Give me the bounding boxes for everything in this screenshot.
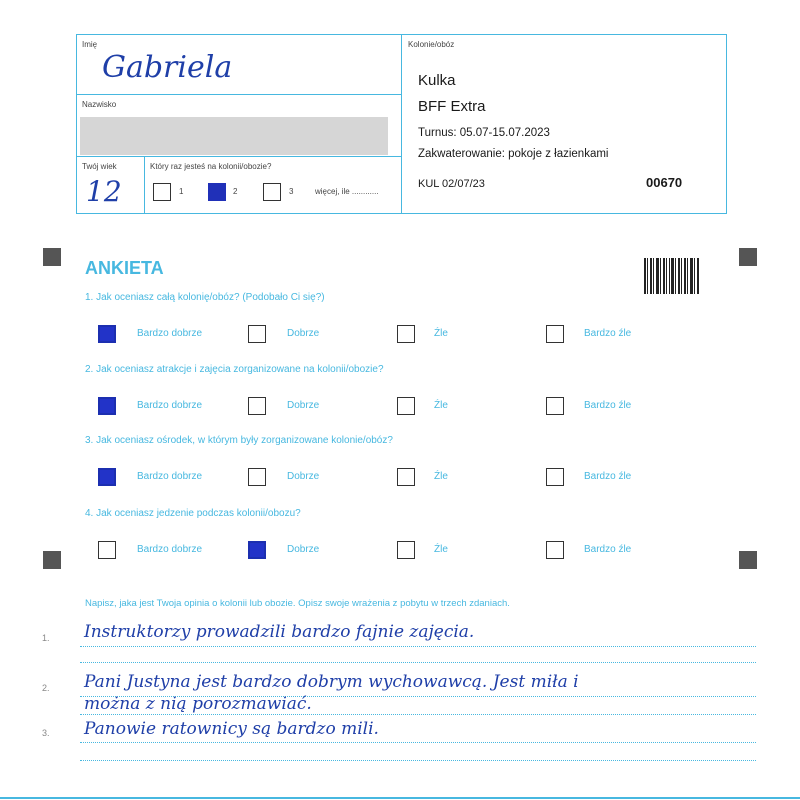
accommodation: Zakwaterowanie: pokoje z łazienkami [418, 148, 609, 160]
age-value[interactable]: 12 [86, 175, 122, 208]
question-3-option-good: Dobrze [287, 471, 320, 482]
answer-sentence-3[interactable]: Panowie ratownicy są bardzo mili. [84, 719, 379, 739]
answer-line [80, 714, 756, 715]
question-1-checkbox-very-good[interactable] [98, 325, 116, 343]
times-option-1: 1 [179, 187, 184, 196]
surname-redacted [80, 117, 388, 155]
answer-line [80, 646, 756, 647]
question-1-checkbox-good[interactable] [248, 325, 266, 343]
question-4-option-good: Dobrze [287, 544, 320, 555]
surname-divider [77, 94, 401, 95]
question-4-option-very-good: Bardzo dobrze [137, 544, 203, 555]
age-vertical-divider [144, 156, 145, 213]
surname-label: Nazwisko [82, 100, 117, 109]
line-number-2: 2. [42, 683, 50, 693]
question-1-option-bad: Źle [434, 328, 448, 339]
question-2-option-very-bad: Bardzo źle [584, 400, 632, 411]
camp-code: KUL 02/07/23 [418, 178, 485, 190]
turnus: Turnus: 05.07-15.07.2023 [418, 127, 550, 139]
question-3-text: 3. Jak oceniasz ośrodek, w którym były zorganizowane kolonie/obóz? [85, 435, 393, 446]
question-4-checkbox-very-good[interactable] [98, 541, 116, 559]
registration-marker-bottom-left [43, 551, 61, 569]
question-3-option-very-good: Bardzo dobrze [137, 471, 203, 482]
question-2-checkbox-very-good[interactable] [98, 397, 116, 415]
question-4-option-very-bad: Bardzo źle [584, 544, 632, 555]
form-number: 00670 [646, 175, 683, 190]
question-2-text: 2. Jak oceniasz atrakcje i zajęcia zorganizowane na kolonii/obozie? [85, 364, 384, 375]
camp-name: Kulka [418, 72, 456, 89]
question-2-checkbox-bad[interactable] [397, 397, 415, 415]
question-4-option-bad: Źle [434, 544, 448, 555]
answer-sentence-2[interactable]: Pani Justyna jest bardzo dobrym wychowawcą. Jest miła i [84, 672, 579, 692]
question-2-checkbox-good[interactable] [248, 397, 266, 415]
barcode-icon [644, 258, 700, 294]
question-3-checkbox-very-bad[interactable] [546, 468, 564, 486]
age-label: Twój wiek [82, 162, 117, 171]
question-1-option-very-bad: Bardzo źle [584, 328, 632, 339]
name-label: Imię [82, 40, 98, 49]
question-3-checkbox-bad[interactable] [397, 468, 415, 486]
answer-line [80, 760, 756, 761]
camp-program: BFF Extra [418, 98, 486, 115]
question-2-option-very-good: Bardzo dobrze [137, 400, 203, 411]
question-1-text: 1. Jak oceniasz całą kolonię/obóz? (Podobało Ci się?) [85, 292, 325, 303]
question-4-checkbox-very-bad[interactable] [546, 541, 564, 559]
question-2-option-bad: Źle [434, 400, 448, 411]
times-checkbox-2[interactable] [208, 183, 226, 201]
times-checkbox-1[interactable] [153, 183, 171, 201]
line-number-3: 3. [42, 728, 50, 738]
age-divider [77, 156, 401, 157]
name-value[interactable]: Gabriela [102, 50, 233, 85]
question-1-checkbox-very-bad[interactable] [546, 325, 564, 343]
answer-sentence-2-cont[interactable]: można z nią porozmawiać. [84, 694, 312, 714]
registration-marker-bottom-right [739, 551, 757, 569]
times-option-more: więcej, ile ............ [315, 187, 379, 196]
question-1-option-good: Dobrze [287, 328, 320, 339]
times-checkbox-3[interactable] [263, 183, 281, 201]
question-2-option-good: Dobrze [287, 400, 320, 411]
question-3-option-bad: Źle [434, 471, 448, 482]
question-3-checkbox-very-good[interactable] [98, 468, 116, 486]
answer-line [80, 662, 756, 663]
answer-line [80, 742, 756, 743]
bottom-rule [0, 797, 800, 799]
answer-sentence-1[interactable]: Instruktorzy prowadzili bardzo fajnie zajęcia. [84, 622, 475, 642]
line-number-1: 1. [42, 633, 50, 643]
times-option-3: 3 [289, 187, 294, 196]
question-3-option-very-bad: Bardzo źle [584, 471, 632, 482]
question-1-option-very-good: Bardzo dobrze [137, 328, 203, 339]
times-option-2: 2 [233, 187, 238, 196]
opinion-prompt: Napisz, jaka jest Twoja opinia o kolonii lub obozie. Opisz swoje wrażenia z pobytu w trzech zdaniach. [85, 598, 510, 609]
question-3-checkbox-good[interactable] [248, 468, 266, 486]
registration-marker-top-left [43, 248, 61, 266]
question-4-text: 4. Jak oceniasz jedzenie podczas kolonii/obozu? [85, 508, 301, 519]
question-4-checkbox-good[interactable] [248, 541, 266, 559]
camp-label: Kolonie/obóz [408, 40, 455, 49]
registration-marker-top-right [739, 248, 757, 266]
question-2-checkbox-very-bad[interactable] [546, 397, 564, 415]
question-4-checkbox-bad[interactable] [397, 541, 415, 559]
question-1-checkbox-bad[interactable] [397, 325, 415, 343]
times-label: Który raz jesteś na kolonii/obozie? [150, 162, 272, 171]
survey-title: ANKIETA [85, 258, 164, 278]
